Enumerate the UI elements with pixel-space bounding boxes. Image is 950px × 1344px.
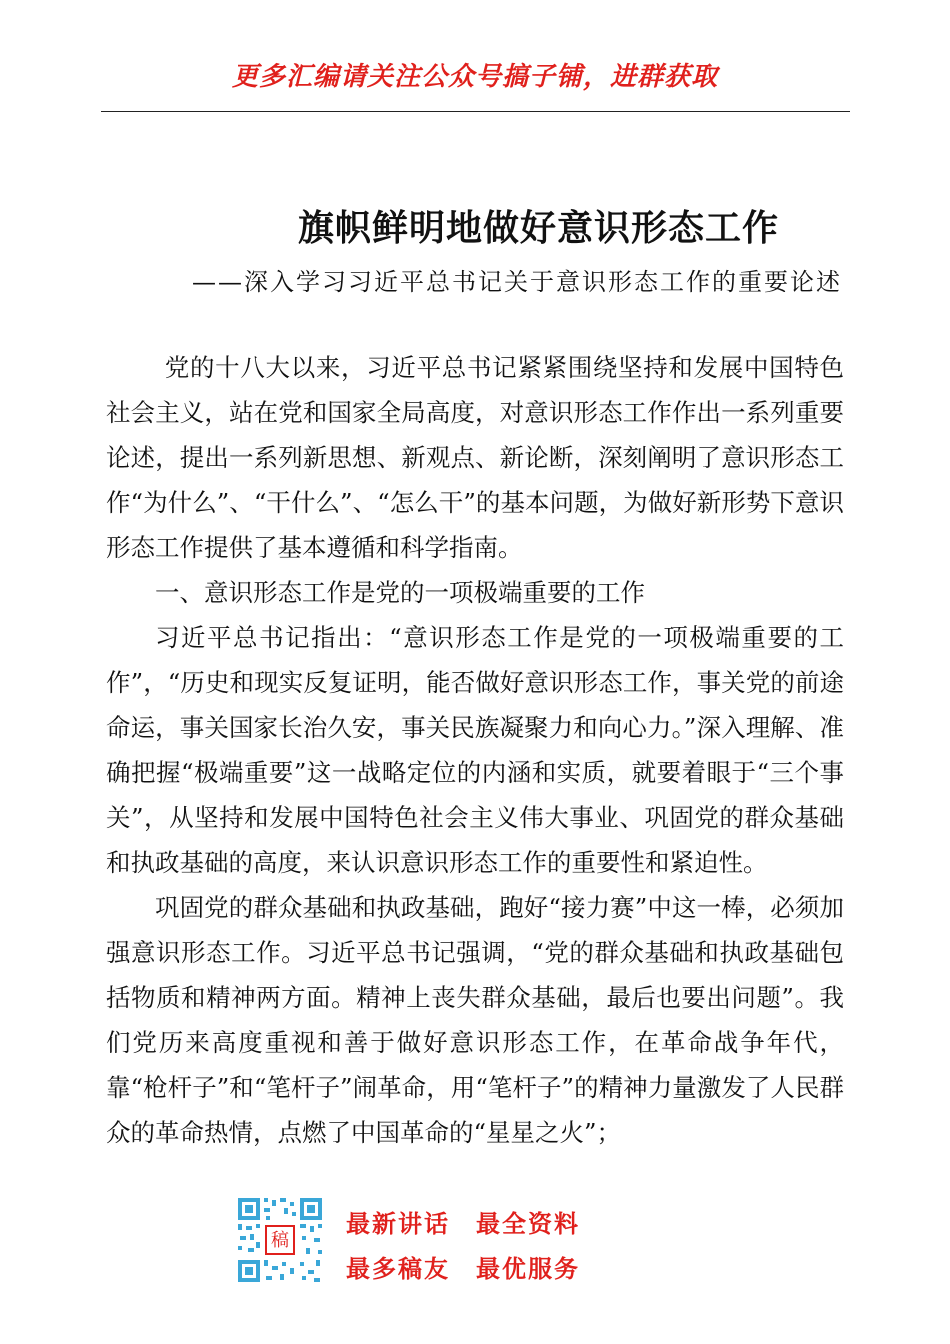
header-banner: 更多汇编请关注公众号搞子铺，进群获取 (231, 62, 718, 92)
document-title: 旗帜鲜明地做好意识形态工作 (298, 207, 780, 249)
footer-promo (236, 1196, 636, 1286)
paragraph: 习近平总书记指出：“意识形态工作是党的一项极端重要的工作”，“历史和现实反复证明，能否做好意识形态工作，事关党的前途命运，事关国家长治久安，事关民族凝聚力和向心力。”深入理解、准确把握“极端重要”这一战略定位的内涵和实质，就要着眼于“三个事关”，从坚持和发展中国特色社会主义伟大事业、巩固党的群众基础和执政基础的高度，来认识意识形态工作的重要性和紧迫性。 (106, 623, 844, 877)
slogan-item: 最多稿友 (346, 1255, 450, 1283)
document-subtitle: ——深入学习习近平总书记关于意识形态工作的重要论述 (192, 268, 842, 296)
paragraph-intro: 党的十八大以来，习近平总书记紧紧围绕坚持和发展中国特色社会主义，站在党和国家全局高度，对意识形态工作作出一系列重要论述，提出一系列新思想、新观点、新论断，深刻阐明了意识形态工作“为什么”、“干什么”、“怎么干”的基本问题，为做好新形势下意识形态工作提供了基本遵循和科学指南。 (106, 353, 844, 562)
slogan-item: 最优服务 (476, 1255, 580, 1283)
slogan-block (346, 1202, 606, 1292)
slogan-item: 最全资料 (476, 1210, 580, 1238)
paragraph: 巩固党的群众基础和执政基础，跑好“接力赛”中这一棒，必须加强意识形态工作。习近平总书记强调，“党的群众基础和执政基础包括物质和精神两方面。精神上丧失群众基础，最后也要出问题”。我们党历来高度重视和善于做好意识形态工作，在革命战争年代，靠“枪杆子”和“笔杆子”闹革命，用“笔杆子”的精神力量激发了人民群众的革命热情，点燃了中国革命的“星星之火”； (106, 893, 844, 1147)
header-divider (101, 111, 850, 112)
slogan-row (346, 1202, 606, 1247)
qr-logo-char: 稿 (271, 1230, 289, 1251)
slogan-row (346, 1247, 606, 1292)
document-body (106, 345, 844, 1155)
qr-code-icon (236, 1196, 324, 1284)
section-heading: 一、意识形态工作是党的一项极端重要的工作 (155, 578, 645, 607)
slogan-item: 最新讲话 (346, 1210, 450, 1238)
